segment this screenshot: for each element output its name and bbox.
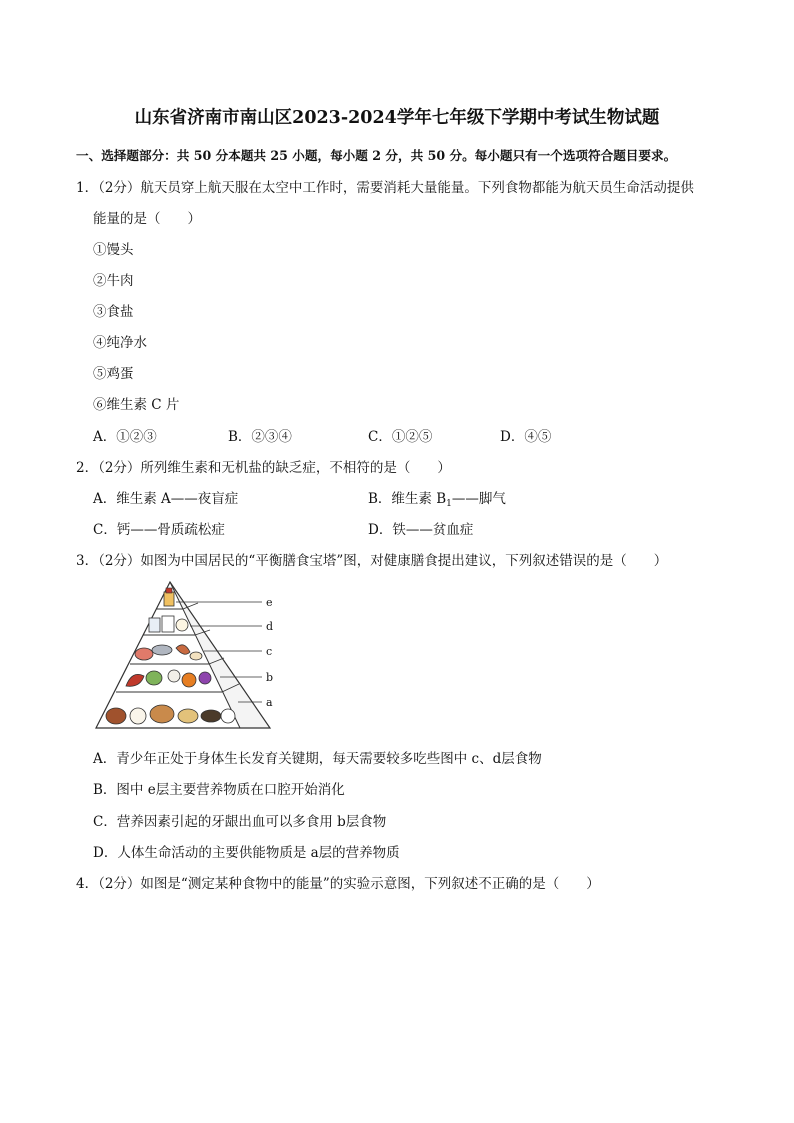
q2-stem: 2．（2分）所列维生素和无机盐的缺乏症，不相符的是（ ） [76, 460, 451, 476]
q2-option-b-pre: B．维生素 B [368, 491, 447, 507]
figure-label-c: c [266, 645, 273, 658]
figure-label-e: e [266, 596, 273, 609]
page-title: 山东省济南市南山区2023-2024学年七年级下学期中考试生物试题 [134, 108, 660, 128]
q2-option-c: C．钙——骨质疏松症 [93, 522, 225, 538]
q1-stem-line1: 1．（2分）航天员穿上航天服在太空中工作时，需要消耗大量能量。下列食物都能为航天员生命活动提供 [76, 180, 694, 196]
pyramid-body [96, 582, 273, 728]
q2-option-b [368, 487, 506, 509]
q3-option-c: C．营养因素引起的牙龈出血可以多食用 b层食物 [93, 814, 387, 830]
food-pyramid-figure [92, 578, 290, 732]
q3-option-b: B．图中 e层主要营养物质在口腔开始消化 [93, 782, 345, 798]
q3-option-a: A．青少年正处于身体生长发育关键期，每天需要较多吃些图中 c、d层食物 [93, 751, 542, 767]
figure-label-a: a [266, 696, 273, 709]
q1-item: ④纯净水 [93, 335, 147, 351]
figure-label-d: d [266, 620, 274, 633]
layer-d-foods [149, 616, 188, 632]
figure-label-b: b [266, 671, 274, 684]
layer-c-foods [135, 645, 202, 660]
q1-option-c: C．①②⑤ [368, 429, 433, 445]
q1-option-d: D．④⑤ [500, 429, 552, 445]
q2-option-d: D．铁——贫血症 [368, 522, 474, 538]
q1-item: ①馒头 [93, 242, 134, 258]
layer-a-foods [106, 705, 235, 724]
q4-stem: 4．（2分）如图是“测定某种食物中的能量”的实验示意图，下列叙述不正确的是（ ） [76, 876, 600, 892]
q1-item: ⑤鸡蛋 [93, 366, 134, 382]
q3-stem: 3．（2分）如图为中国居民的“平衡膳食宝塔”图，对健康膳食提出建议，下列叙述错误的是（ ） [76, 553, 668, 569]
q2-option-b-post: ——脚气 [451, 491, 506, 507]
q1-stem-line2: 能量的是（ ） [93, 211, 201, 227]
q2-option-a: A．维生素 A——夜盲症 [93, 491, 239, 507]
q1-item: ⑥维生素 C 片 [93, 397, 180, 413]
q2-option-b-subscript: 1 [446, 499, 452, 509]
q1-item: ③食盐 [93, 304, 134, 320]
layer-b-foods [126, 670, 211, 687]
pyramid-edge [170, 582, 240, 728]
section-heading: 一、选择题部分：共 50 分本题共 25 小题，每小题 2 分，共 50 分。每小题只有一个选项符合题目要求。 [76, 148, 677, 163]
q1-option-a: A．①②③ [93, 429, 157, 445]
q3-option-d: D．人体生命活动的主要供能物质是 a层的营养物质 [93, 845, 400, 861]
q1-option-b: B．②③④ [228, 429, 292, 445]
q1-item: ②牛肉 [93, 273, 134, 289]
